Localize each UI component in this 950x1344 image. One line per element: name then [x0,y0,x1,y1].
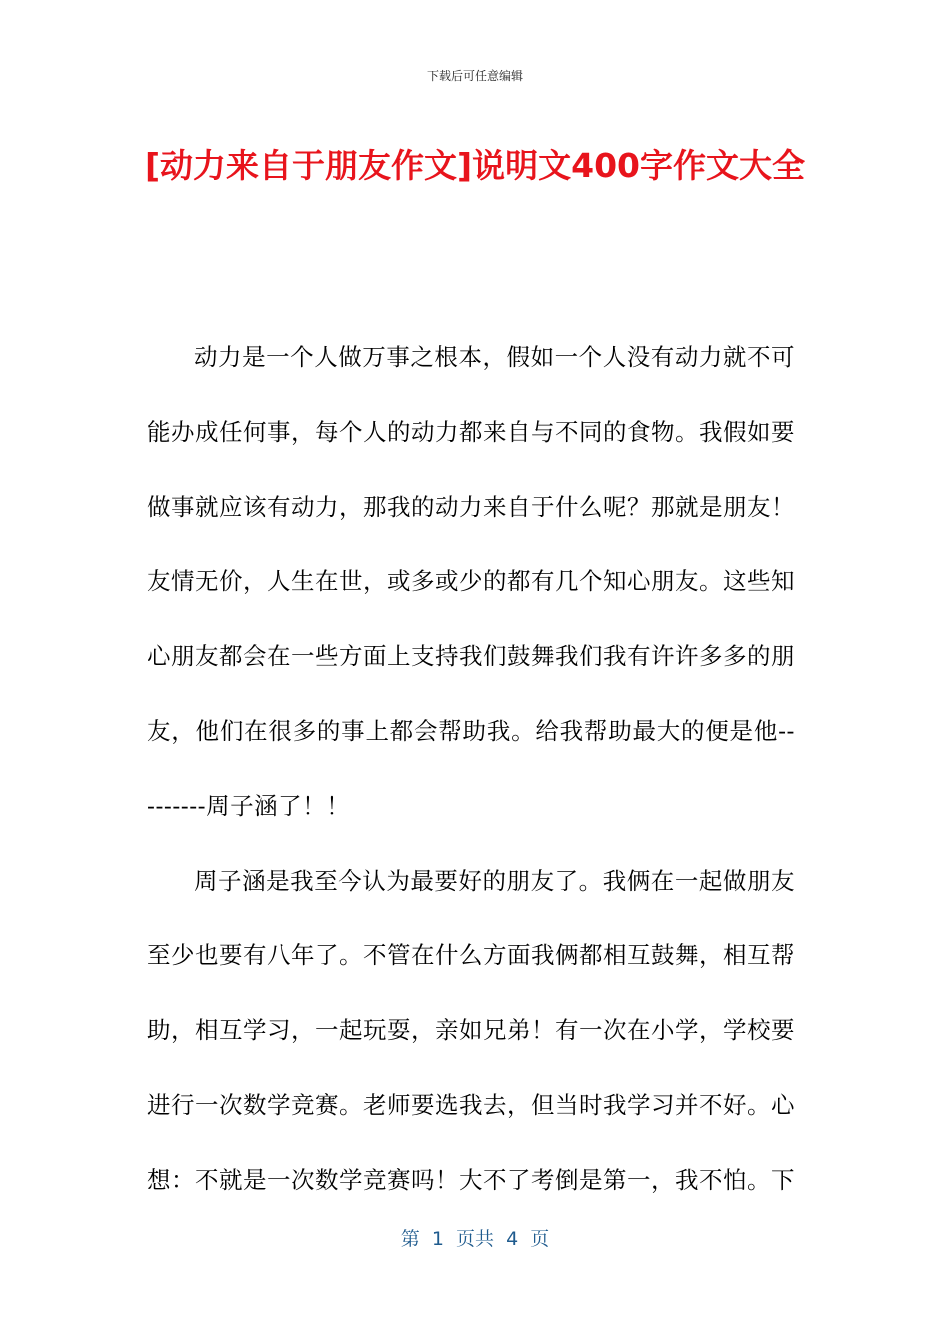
paragraph-2: 周子涵是我至今认为最要好的朋友了。我俩在一起做朋友至少也要有八年了。不管在什么方面我俩都相互鼓舞，相互帮助，相互学习，一起玩耍，亲如兄弟！有一次在小学，学校要进行一次数学竞赛。老师要选我去，但当时我学习并不好。心想：不就是一次数学竞赛吗！大不了考倒是第一，我不怕。下 [147,866,795,1194]
document-title: [动力来自于朋友作文]说明文400字作文大全 [144,146,806,185]
document-body [147,320,795,1218]
page-number-footer: 第 1 页共 4 页 [400,1228,550,1250]
paragraph-1: 动力是一个人做万事之根本，假如一个人没有动力就不可能办成任何事，每个人的动力都来自与不同的食物。我假如要做事就应该有动力，那我的动力来自于什么呢？那就是朋友！友情无价，人生在世，或多或少的都有几个知心朋友。这些知心朋友都会在一些方面上支持我们鼓舞我们我有许许多多的朋友，他们在很多的事上都会帮助我。给我帮助最大的便是他---------周子涵了！！ [147,343,795,820]
header-note: 下载后可任意编辑 [426,69,523,83]
